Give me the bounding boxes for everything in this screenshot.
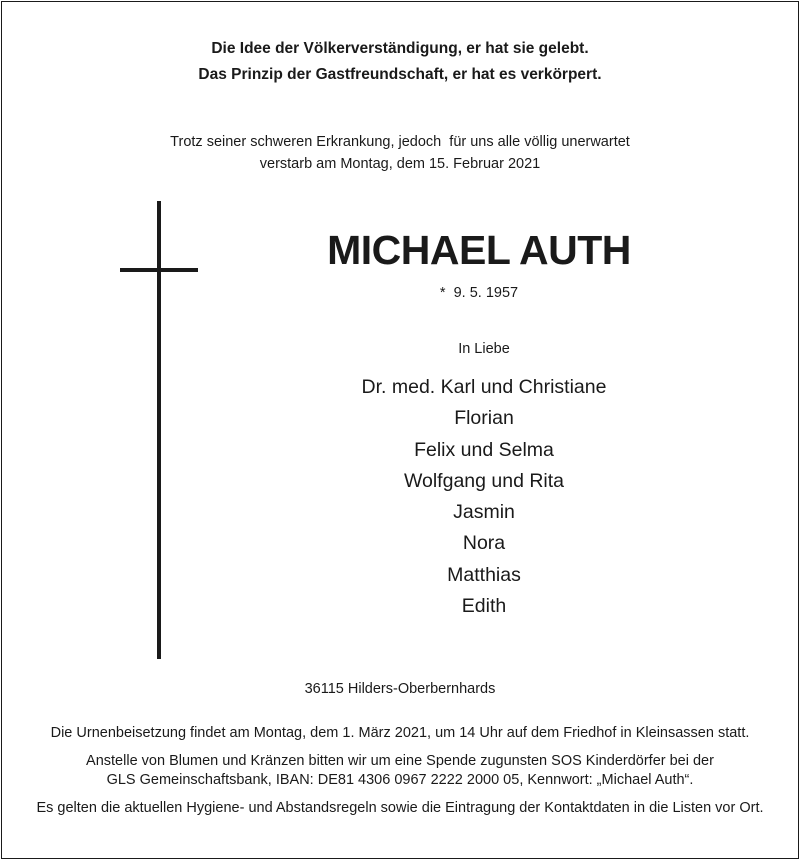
donation-info [0, 752, 800, 790]
mourners-heading: In Liebe [458, 341, 510, 357]
mourner-name: Matthias [447, 563, 521, 586]
mourner-name: Wolfgang und Rita [403, 469, 565, 492]
intro-line-1: Trotz seiner schweren Erkrankung, jedoch für uns alle völlig unerwartet [170, 134, 630, 150]
hygiene-rules: Es gelten die aktuellen Hygiene- und Abstandsregeln sowie die Eintragung der Kontaktdaten in die Listen vor Ort. [36, 800, 764, 816]
deceased-name: MICHAEL AUTH [327, 227, 631, 273]
motto-line-2: Das Prinzip der Gastfreundschaft, er hat es verkörpert. [198, 66, 602, 83]
mourner-name: Florian [454, 407, 514, 430]
mourner-name: Nora [462, 532, 506, 555]
donation-line-1: Anstelle von Blumen und Kränzen bitten wir um eine Spende zugunsten SOS Kinderdörfer bei der [86, 753, 714, 769]
mourner-name: Felix und Selma [414, 438, 554, 461]
donation-line-2: GLS Gemeinschaftsbank, IBAN: DE81 4306 0967 2222 2000 05, Kennwort: „Michael Auth“. [106, 772, 694, 788]
motto-line-1: Die Idee der Völkerverständigung, er hat sie gelebt. [211, 40, 589, 57]
burial-info: Die Urnenbeisetzung findet am Montag, dem 1. März 2021, um 14 Uhr auf dem Friedhof in Kleinsassen statt. [50, 725, 750, 741]
mourner-name: Edith [461, 595, 507, 618]
mourner-name: Dr. med. Karl und Christiane [361, 376, 607, 398]
mourners-list [300, 372, 668, 622]
place-of-residence: 36115 Hilders-Oberbernhards [304, 681, 496, 697]
mourner-name: Jasmin [453, 501, 515, 524]
intro-line-2: verstarb am Montag, dem 15. Februar 2021 [259, 156, 541, 172]
motto [0, 36, 800, 88]
intro-text [0, 131, 800, 175]
birth-date: * 9. 5. 1957 [439, 285, 519, 301]
cross-horizontal-bar [120, 268, 198, 272]
